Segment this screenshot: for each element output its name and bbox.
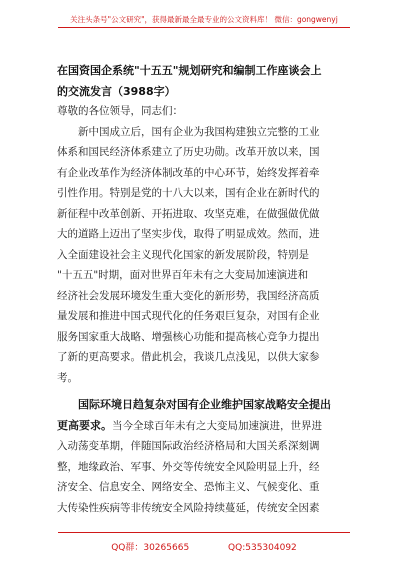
title-line-1: 在国资国企系统"十五五"规划研究和编制工作座谈会上 [57,64,322,77]
text-line: 有企业改革作为经济体制改革的中心环节，始终发挥着牵 [57,166,320,179]
text-line: 量发展和推进中国式现代化的任务艰巨复杂，对国有企业 [57,310,320,322]
text-line: 济安全、信息安全、网络安全、恐怖主义、气候变化、重 [57,481,320,493]
text-line: 考。 [57,371,78,384]
text-line: 整，地缘政治、军事、外交等传统安全风险明显上升，经 [57,460,320,473]
section-heading-line-2 [57,416,353,437]
header-divider [58,27,350,28]
text-line: 入全面建设社会主义现代化国家的新发展阶段，特别是 [57,248,309,261]
text-line: 服务国家重大战略、增强核心功能和提高核心竞争力提出 [57,330,320,343]
text-line: 引性作用。特别是党的十八大以来，国有企业在新时代的 [57,187,320,199]
text-line: 大的道路上迈出了坚实步伐，取得了明显成效。然而，进 [57,228,320,240]
section-heading-line-1 [57,395,353,416]
text-line: "十五五"时期，面对世界百年未有之大变局加速演进和 [57,269,309,281]
text-line: 体系和国民经济体系建立了历史功勋。改革开放以来，国 [57,146,320,158]
text-line: 大传染性疾病等非传统安全风险持续蔓延，传统安全因素 [57,501,320,514]
text-line: 新中国成立后，国有企业为我国构建独立完整的工业 [78,125,320,138]
footer-qq: QQ:535304092 [228,543,297,553]
text-line: 了新的更高要求。借此机会，我谈几点浅见，以供大家参 [57,351,320,363]
paragraph-1 [57,122,353,389]
title-line-2: 的交流发言（3988字） [57,85,176,98]
page-header-banner: 关注头条号"公文研究"，获得最新最全最专业的公文资料库！ 微信：gongwenyj [70,15,338,24]
footer-divider [58,532,350,533]
document-title [57,60,357,102]
text-line: 经济社会发展环境发生重大变化的新形势，我国经济高质 [57,289,320,302]
section-heading-text: 国际环境日趋复杂对国有企业维护国家战略安全提出 [78,398,331,411]
page-footer [0,540,408,553]
paragraph-2 [57,436,353,518]
section-heading-continuation: 当今全球百年未有之大变局加速演进，世界进 [112,419,322,432]
section-heading-tail: 更高要求。 [57,418,112,432]
text-line: 入动荡变革期，伴随国际政治经济格局和大国关系深刻调 [57,440,320,452]
footer-qq-group: QQ群：30265665 [111,543,190,553]
greeting: 尊敬的各位领导，同志们： [57,105,183,117]
document-body [57,101,353,518]
text-line: 新征程中改革创新、开拓进取、攻坚克难，在做强做优做 [57,207,320,220]
